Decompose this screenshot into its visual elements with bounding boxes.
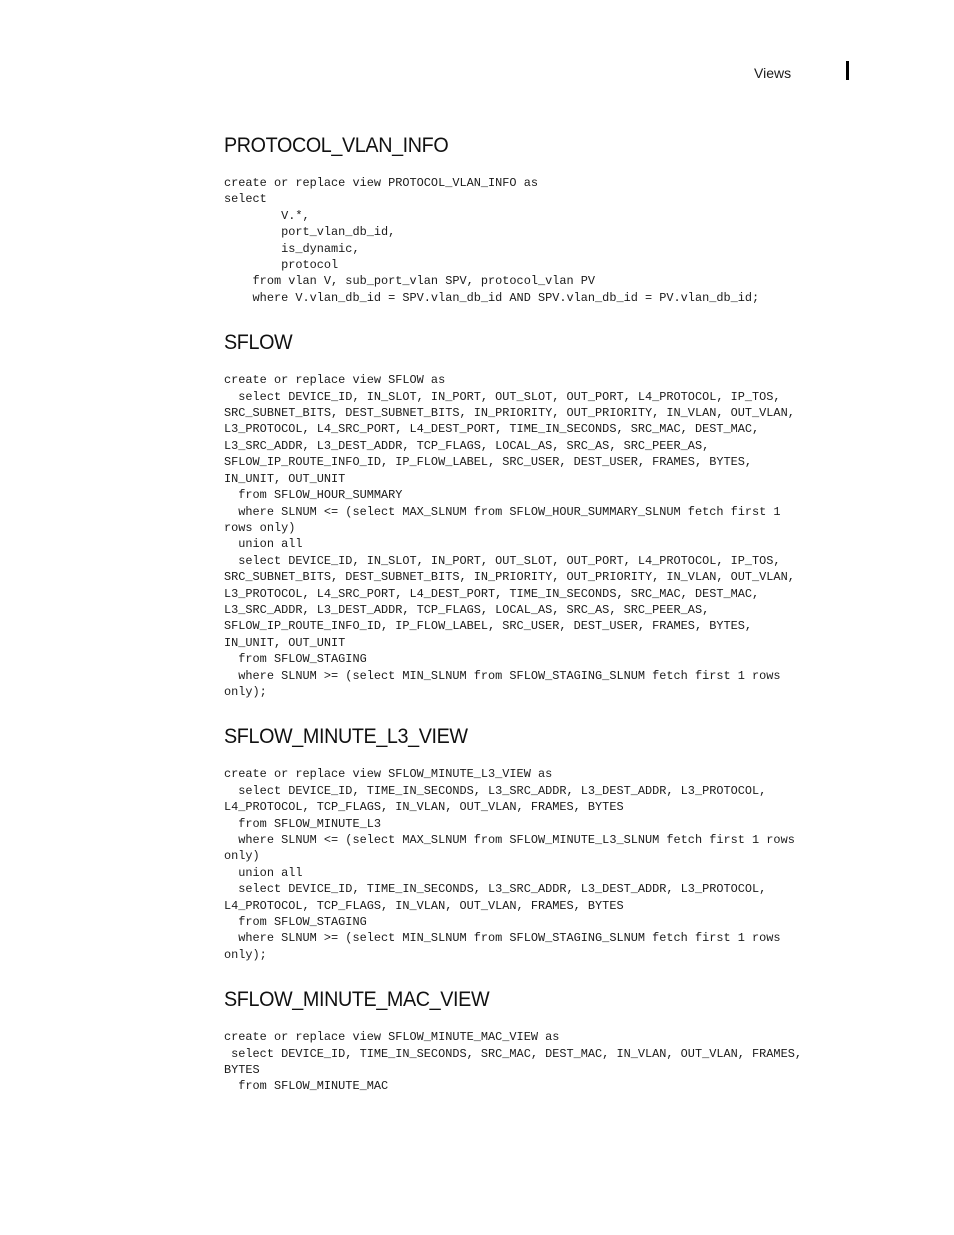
section-heading: SFLOW [224, 331, 293, 355]
sql-code-block: create or replace view PROTOCOL_VLAN_INFO as select V.*, port_vlan_db_id, is_dynamic, protocol from vlan V, sub_port_vlan SPV, protocol_vlan PV where V.vlan_db_id = SPV.vlan_db_id AND SPV.vlan_db_id = PV.vlan_db_id; [224, 176, 760, 305]
section-heading: PROTOCOL_VLAN_INFO [224, 134, 449, 157]
document-body [224, 131, 884, 1117]
sql-code-block: create or replace view SFLOW_MINUTE_L3_VIEW as select DEVICE_ID, TIME_IN_SECONDS, L3_SRC_ADDR, L3_DEST_ADDR, L3_PROTOCOL, L4_PROTOCOL, TCP_FLAGS, IN_VLAN, OUT_VLAN, FRAMES, BYTES from SFLOW_MINUTE_L3 where SLNUM <= (select MAX_SLNUM from SFLOW_MINUTE_L3_SLNUM fetch first 1 rows only) union all select DEVICE_ID, TIME_IN_SECONDS, L3_SRC_ADDR, L3_DEST_ADDR, L3_PROTOCOL, L4_PROTOCOL, TCP_FLAGS, IN_VLAN, OUT_VLAN, FRAMES, BYTES from SFLOW_STAGING where SLNUM >= (select MIN_SLNUM from SFLOW_STAGING_SLNUM fetch first 1 rows only); [224, 767, 795, 962]
header-marker-bar [846, 61, 849, 80]
section-heading: SFLOW_MINUTE_MAC_VIEW [224, 988, 490, 1012]
section-sflow-minute-l3-view [224, 722, 884, 963]
running-header-section: Views [754, 65, 792, 81]
section-heading: SFLOW_MINUTE_L3_VIEW [224, 725, 468, 749]
sql-code-block: create or replace view SFLOW as select DEVICE_ID, IN_SLOT, IN_PORT, OUT_SLOT, OUT_PORT, L4_PROTOCOL, IP_TOS, SRC_SUBNET_BITS, DEST_SUBNET_BITS, IN_PRIORITY, OUT_PRIORITY, IN_VLAN, OUT_VLAN, L3_PROTOCOL, L4_SRC_PORT, L4_DEST_PORT, TIME_IN_SECONDS, SRC_MAC, DEST_MAC, L3_SRC_ADDR, L3_DEST_ADDR, TCP_FLAGS, LOCAL_AS, SRC_AS, SRC_PEER_AS, SFLOW_IP_ROUTE_INFO_ID, IP_FLOW_LABEL, SRC_USER, DEST_USER, FRAMES, BYTES, IN_UNIT, OUT_UNIT from SFLOW_HOUR_SUMMARY where SLNUM <= (select MAX_SLNUM from SFLOW_HOUR_SUMMARY_SLNUM fetch first 1 rows only) union all select DEVICE_ID, IN_SLOT, IN_PORT, OUT_SLOT, OUT_PORT, L4_PROTOCOL, IP_TOS, SRC_SUBNET_BITS, DEST_SUBNET_BITS, IN_PRIORITY, OUT_PRIORITY, IN_VLAN, OUT_VLAN, L3_PROTOCOL, L4_SRC_PORT, L4_DEST_PORT, TIME_IN_SECONDS, SRC_MAC, DEST_MAC, L3_SRC_ADDR, L3_DEST_ADDR, TCP_FLAGS, LOCAL_AS, SRC_AS, SRC_PEER_AS, SFLOW_IP_ROUTE_INFO_ID, IP_FLOW_LABEL, SRC_USER, DEST_USER, FRAMES, BYTES, IN_UNIT, OUT_UNIT from SFLOW_STAGING where SLNUM >= (select MIN_SLNUM from SFLOW_STAGING_SLNUM fetch first 1 rows only); [224, 373, 795, 699]
section-sflow-minute-mac-view [224, 985, 884, 1095]
sql-code-block: create or replace view SFLOW_MINUTE_MAC_VIEW as select DEVICE_ID, TIME_IN_SECONDS, SRC_MAC, DEST_MAC, IN_VLAN, OUT_VLAN, FRAMES, BYTES from SFLOW_MINUTE_MAC [224, 1030, 802, 1094]
section-sflow [224, 328, 884, 700]
section-protocol-vlan-info [224, 131, 884, 306]
